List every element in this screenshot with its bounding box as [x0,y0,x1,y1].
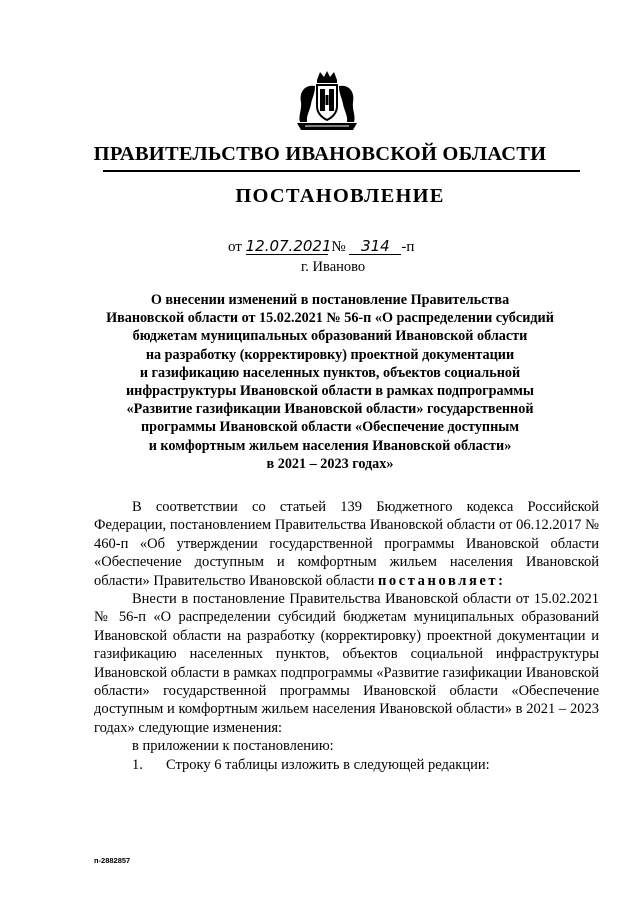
subject-line: «Развитие газификации Ивановской области» государственной [126,401,534,418]
document-code: п-2882857 [94,856,131,865]
document-body [94,498,599,774]
handwritten-date: 12.07.2021 [245,237,332,255]
subject-line: бюджетам муниципальных образований Ивановской области [132,328,528,345]
document-type: ПОСТАНОВЛЕНИЕ [235,185,445,207]
coat-of-arms-emblem [293,70,361,134]
subject-line: О внесении изменений в постановление Правительства [150,292,510,308]
subject-line: и газификацию населенных пунктов, объектов социальной [139,364,521,381]
handwritten-number: 314 [349,238,401,255]
item-number: 1. [132,756,143,773]
item-text: Строку 6 таблицы изложить в следующей редакции: [166,756,490,773]
number-suffix: -п [401,239,415,255]
document-subject [80,291,580,473]
date-number-line [228,238,414,256]
numbered-item [94,756,599,774]
amendment-paragraph: Внести в постановление Правительства Ивановской области от 15.02.2021 № 56-п «О распределении субсидий бюджетам муниципальных образований Ивановской области на разработку (корректировку) проектной документации и газификацию населенных пунктов, объектов социальной инфраструктуры Ивановской области в рамках подпрограммы «Развитие газификации Ивановской области» государственной программы Ивановской области «Обеспечение доступным и комфортным жильем населения Ивановской области» в 2021 – 2023 годах» следующие изменения: [94,591,599,736]
appendix-paragraph: в приложении к постановлению: [132,738,334,755]
subject-line: и комфортным жильем населения Ивановской области» [148,437,512,454]
resolves-keyword: постановляет: [377,572,506,589]
city-name: г. Иваново [301,259,366,275]
subject-line: инфраструктуры Ивановской области в рамках подпрограммы [125,383,535,400]
subject-line: программы Ивановской области «Обеспечение доступным [141,419,519,436]
preamble-text: В соответствии со статьей 139 Бюджетного кодекса Российской Федерации, постановлением Правительства Ивановской области от 06.12.2017 № 460-п «Об утверждении государственной программы Ивановской области «Обеспечение доступным и комфортным жильем населения Ивановской области» Правительство Ивановской области [94,499,599,589]
subject-line: в 2021 – 2023 годах» [266,455,394,472]
title-underline [103,170,580,172]
subject-line: Ивановской области от 15.02.2021 № 56-п «О распределении субсидий [106,310,554,327]
date-prefix: от [228,239,242,255]
organization-title: ПРАВИТЕЛЬСТВО ИВАНОВСКОЙ ОБЛАСТИ [93,143,547,165]
subject-line: на разработку (корректировку) проектной документации [145,346,515,363]
preamble-paragraph [94,498,599,590]
number-sign: № [331,239,346,255]
